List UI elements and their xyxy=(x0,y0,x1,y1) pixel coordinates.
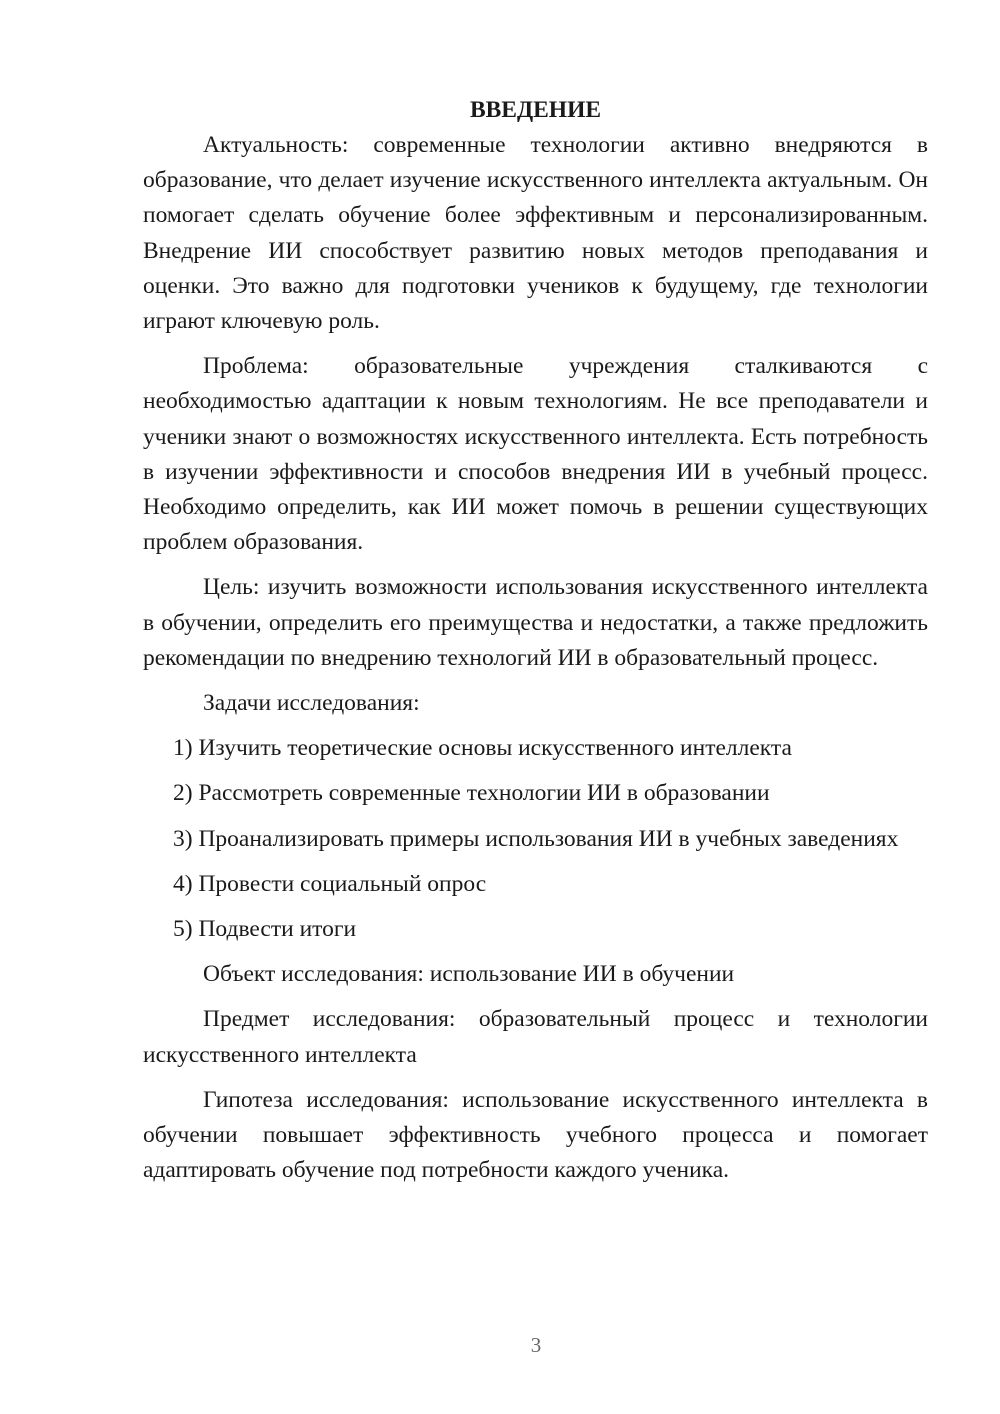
paragraph-problem: Проблема: образовательные учреждения сталкиваются с необходимостью адаптации к новым технологиям. Не все преподаватели и ученики знают о возможностях искусственного интеллекта. Есть потребность в изучении эффективности и способов внедрения ИИ в учебный процесс. Необходимо определить, как ИИ может помочь в решении существующих проблем образования. xyxy=(143,353,928,556)
task-item: 4) Провести социальный опрос xyxy=(173,870,487,897)
tasks-title: Задачи исследования: xyxy=(203,690,420,717)
paragraph-goal: Цель: изучить возможности использования искусственного интеллекта в обучении, определить его преимущества и недостатки, а также предложить рекомендации по внедрению технологий ИИ в образовательный процесс. xyxy=(143,574,928,671)
page-number: 3 xyxy=(530,1333,542,1357)
paragraph-object: Объект исследования: использование ИИ в обучении xyxy=(203,961,735,988)
paragraph-subject: Предмет исследования: образовательный процесс и технологии искусственного интеллекта xyxy=(143,1006,928,1068)
document-body xyxy=(143,92,928,1198)
task-item: 2) Рассмотреть современные технологии ИИ в образовании xyxy=(173,780,770,807)
task-item: 5) Подвести итоги xyxy=(173,916,357,943)
paragraph-hypothesis: Гипотеза исследования: использование искусственного интеллекта в обучении повышает эффективность учебного процесса и помогает адаптировать обучение под потребности каждого ученика. xyxy=(143,1086,928,1184)
paragraph-relevance: Актуальность: современные технологии активно внедряются в образование, что делает изучение искусственного интеллекта актуальным. Он помогает сделать обучение более эффективным и персонализированным. Внедрение ИИ способствует развитию новых методов преподавания и оценки. Это важно для подготовки учеников к будущему, где технологии играют ключевую роль. xyxy=(143,132,928,335)
task-item: 3) Проанализировать примеры использования ИИ в учебных заведениях xyxy=(173,825,899,852)
page-title: ВВЕДЕНИЕ xyxy=(469,97,602,123)
task-item: 1) Изучить теоретические основы искусственного интеллекта xyxy=(173,735,792,762)
